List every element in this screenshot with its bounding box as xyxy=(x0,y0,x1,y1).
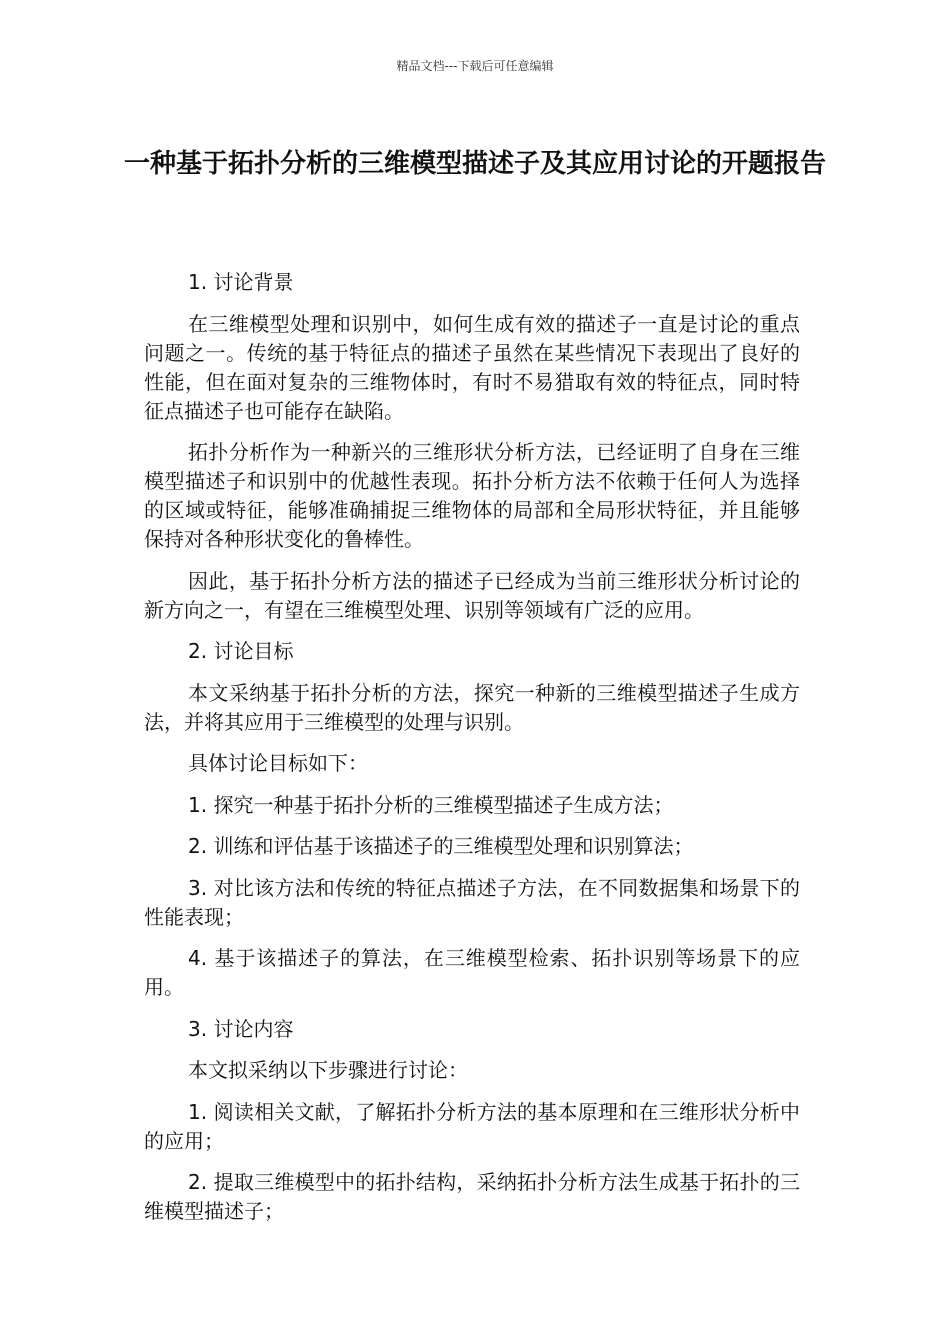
document-title: 一种基于拓扑分析的三维模型描述子及其应用讨论的开题报告 xyxy=(123,149,826,179)
paragraph: 拓扑分析作为一种新兴的三维形状分析方法，已经证明了自身在三维模型描述子和识别中的优越性表现。拓扑分析方法不依赖于任何人为选择的区域或特征，能够准确捕捉三维物体的局部和全局形状特征，并且能够保持对各种形状变化的鲁棒性。 xyxy=(144,440,800,551)
paragraph: 具体讨论目标如下： xyxy=(188,751,368,775)
section-heading-background: 1. 讨论背景 xyxy=(188,270,294,294)
paragraph: 在三维模型处理和识别中，如何生成有效的描述子一直是讨论的重点问题之一。传统的基于特征点的描述子虽然在某些情况下表现出了良好的性能，但在面对复杂的三维物体时，有时不易猎取有效的特征点，同时特征点描述子也可能存在缺陷。 xyxy=(144,311,800,423)
page-header: 精品文档---下载后可任意编辑 xyxy=(396,59,554,73)
section-heading-objectives: 2. 讨论目标 xyxy=(188,639,294,663)
document-body xyxy=(144,268,800,1239)
section-heading-content: 3. 讨论内容 xyxy=(188,1016,294,1041)
list-item: 4. 基于该描述子的算法，在三维模型检索、拓扑识别等场景下的应用。 xyxy=(144,946,800,999)
list-item: 2. 提取三维模型中的拓扑结构，采纳拓扑分析方法生成基于拓扑的三维模型描述子； xyxy=(144,1170,800,1223)
list-item: 2. 训练和评估基于该描述子的三维模型处理和识别算法； xyxy=(188,834,694,858)
paragraph: 因此，基于拓扑分析方法的描述子已经成为当前三维形状分析讨论的新方向之一，有望在三维模型处理、识别等领域有广泛的应用。 xyxy=(144,568,800,622)
list-item: 3. 对比该方法和传统的特征点描述子方法，在不同数据集和场景下的性能表现； xyxy=(144,875,800,929)
paragraph: 本文拟采纳以下步骤进行讨论： xyxy=(188,1058,468,1082)
list-item: 1. 探究一种基于拓扑分析的三维模型描述子生成方法； xyxy=(188,792,674,817)
paragraph: 本文采纳基于拓扑分析的方法，探究一种新的三维模型描述子生成方法，并将其应用于三维模型的处理与识别。 xyxy=(144,680,800,734)
list-item: 1. 阅读相关文献，了解拓扑分析方法的基本原理和在三维形状分析中的应用； xyxy=(144,1099,800,1153)
